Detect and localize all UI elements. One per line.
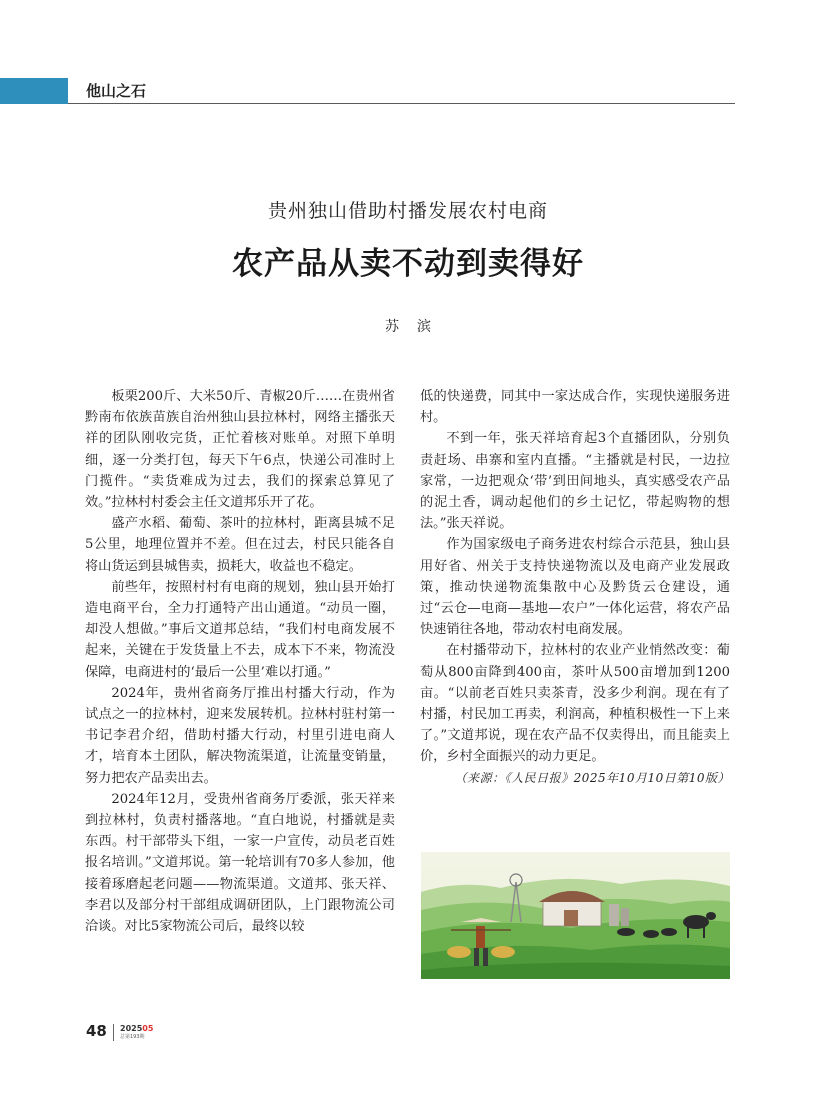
section-color-bar	[0, 78, 68, 104]
year-text: 2025	[120, 1024, 143, 1033]
article-title: 农产品从卖不动到卖得好	[232, 246, 584, 282]
footer-divider	[113, 1024, 114, 1041]
paragraph: 2024年，贵州省商务厅推出村播大行动，作为试点之一的拉林村，迎来发展转机。拉林村驻村第一书记李君介绍，借助村播大行动，村里引进电商人才，培育本土团队，解决物流渠道，让流量变销量，努力把农产品卖出去。	[85, 685, 395, 786]
body-column-left	[85, 386, 395, 937]
paragraph: 盛产水稻、葡萄、茶叶的拉林村，距离县城不足5公里，地理位置并不差。但在过去，村民只能各自将山货运到县城售卖，损耗大，收益也不稳定。	[85, 516, 395, 574]
header-divider	[68, 103, 735, 104]
paragraph: 不到一年，张天祥培育起3个直播团队，分别负责赶场、串寨和室内直播。“主播就是村民，一边拉家常，一边把观众‘带’到田间地头，真实感受农产品的泥土香，调动起他们的乡土记忆，带起购物的想法。”张天祥说。	[420, 431, 730, 532]
article-subtitle: 贵州独山借助村播发展农村电商	[267, 200, 548, 222]
article-author: 苏滨	[385, 319, 449, 335]
paragraph: 在村播带动下，拉林村的农业产业悄然改变：葡萄从800亩降到400亩，茶叶从500亩增加到1200亩。“以前老百姓只卖茶青，没多少利润。现在有了村播，村民加工再卖，利润高，种植积极性一下上来了。”文道邦说，现在农产品不仅卖得出，而且能卖上价，乡村全面振兴的动力更足。	[420, 643, 730, 765]
article-source: （来源：《人民日报》2025年10月10日第10版）	[454, 770, 730, 785]
paragraph: 作为国家级电子商务进农村综合示范县，独山县用好省、州关于支持快递物流以及电商产业发展政策，推动快递物流集散中心及黔货云仓建设，通过“云仓—电商—基地—农户”一体化运营，将农产品快速销往各地，带动农村电商发展。	[420, 537, 730, 638]
paragraph: 前些年，按照村村有电商的规划，独山县开始打造电商平台，全力打通特产出山通道。“动员一圈，却没人想做。”事后文道邦总结，“我们村电商发展不起来，关键在于发货量上不去，成本下不来，物流没保障，电商进村的‘最后一公里’难以打通。”	[85, 579, 395, 680]
page-number: 48	[86, 1022, 107, 1040]
section-title: 他山之石	[86, 82, 147, 100]
farm-illustration	[421, 852, 730, 979]
issue-number: 05	[142, 1024, 154, 1033]
issue-year	[120, 1024, 153, 1033]
paragraph: 板栗200斤、大米50斤、青椒20斤……在贵州省黔南布依族苗族自治州独山县拉林村，网络主播张天祥的团队刚收完货，正忙着核对账单。对照下单明细，逐一分类打包，每天下午6点，快递公司准时上门揽件。“卖货难成为过去，我们的探索总算见了效。”拉林村村委会主任文道邦乐开了花。	[85, 389, 395, 511]
body-column-right	[420, 386, 730, 789]
paragraph: 2024年12月，受贵州省商务厅委派，张天祥来到拉林村，负责村播落地。“直白地说，村播就是卖东西。村干部带头下组，一家一户宣传，动员老百姓报名培训。”文道邦说。第一轮培训有70多人参加，他接着琢磨起老问题——物流渠道。文道邦、张天祥、李君以及部分村干部组成调研团队，上门跟物流公司洽谈。对比5家物流公司后，最终以较	[85, 791, 395, 935]
issue-total: 总第193期	[120, 1034, 145, 1040]
paragraph-continuation: 低的快递费，同其中一家达成合作，实现快递服务进村。	[420, 389, 730, 426]
